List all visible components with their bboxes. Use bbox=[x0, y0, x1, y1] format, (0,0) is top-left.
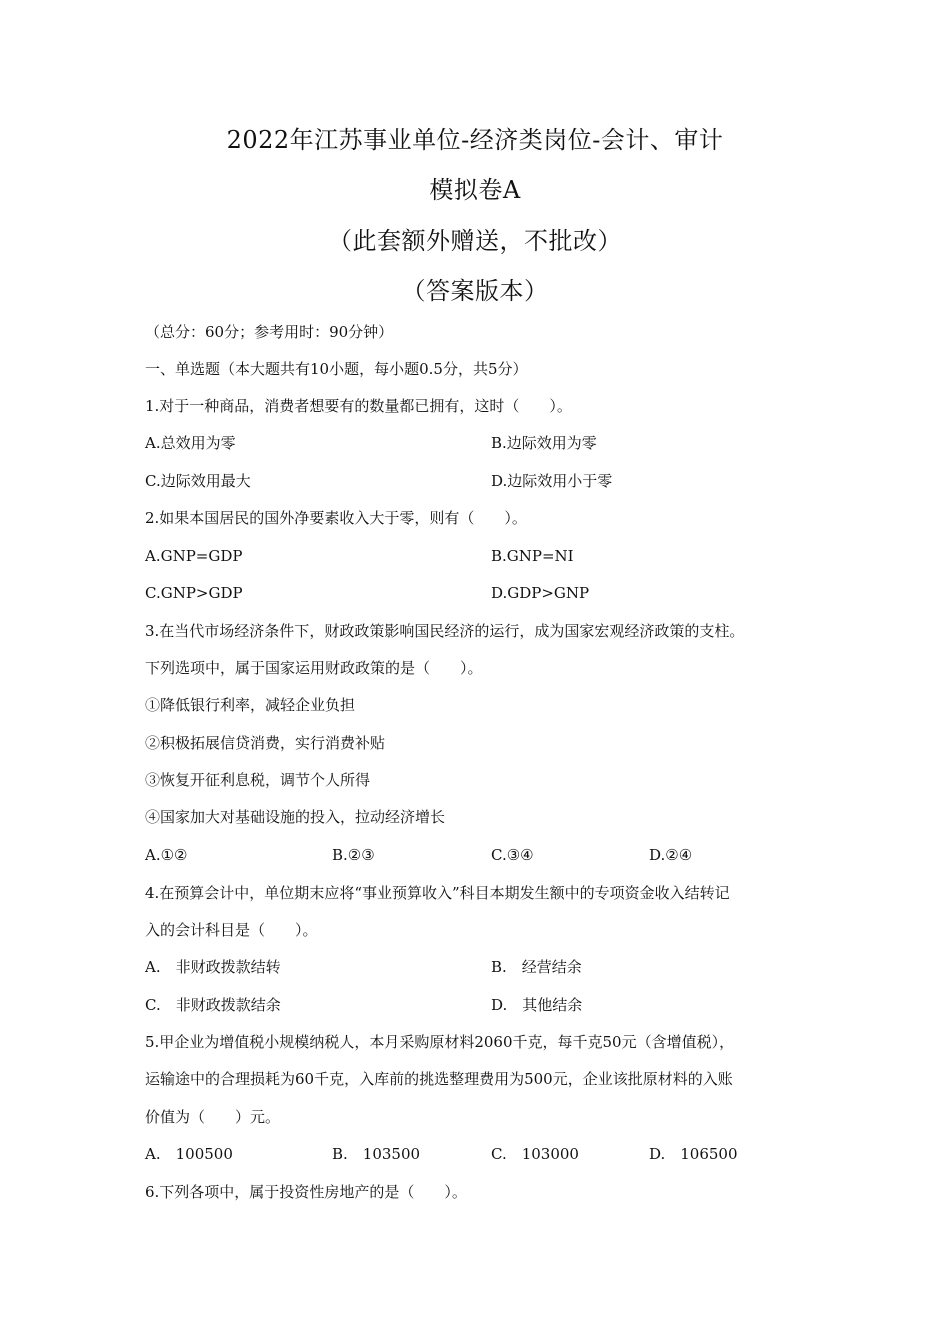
document-title: 2022年江苏事业单位-经济类岗位-会计、审计 bbox=[226, 126, 724, 154]
question-text: 入的会计科目是（ ）。 bbox=[145, 921, 318, 939]
option-a: A. 100500 bbox=[145, 1145, 233, 1163]
document-subtitle: 模拟卷A bbox=[429, 176, 521, 204]
option-c: C. 非财政拨款结余 bbox=[145, 996, 281, 1014]
option-a: A.GNP=GDP bbox=[145, 547, 243, 565]
option-d: D.边际效用小于零 bbox=[491, 472, 613, 490]
statement-3: ③恢复开征利息税，调节个人所得 bbox=[145, 771, 371, 789]
question-text: 6.下列各项中，属于投资性房地产的是（ ）。 bbox=[145, 1183, 467, 1201]
option-c: C.GNP>GDP bbox=[145, 584, 243, 602]
statement-1: ①降低银行利率，减轻企业负担 bbox=[145, 696, 356, 714]
question-text: 运输途中的合理损耗为60千克，入库前的挑选整理费用为500元，企业该批原材料的入账 bbox=[145, 1070, 733, 1088]
document-version: （答案版本） bbox=[401, 277, 549, 305]
statement-2: ②积极拓展信贷消费，实行消费补贴 bbox=[145, 734, 386, 752]
question-text: 3.在当代市场经济条件下，财政政策影响国民经济的运行，成为国家宏观经济政策的支柱。 bbox=[145, 622, 745, 640]
option-b: B.边际效用为零 bbox=[491, 434, 597, 452]
question-text: 4.在预算会计中，单位期末应将“事业预算收入”科目本期发生额中的专项资金收入结转记 bbox=[145, 884, 730, 902]
option-d: D.GDP>GNP bbox=[491, 584, 590, 602]
option-a: A. 非财政拨款结转 bbox=[145, 958, 281, 976]
option-c: C.边际效用最大 bbox=[145, 472, 251, 490]
question-text: 下列选项中，属于国家运用财政政策的是（ ）。 bbox=[145, 659, 483, 677]
question-text: 5.甲企业为增值税小规模纳税人，本月采购原材料2060千克，每千克50元（含增值税）， bbox=[145, 1033, 735, 1051]
document-note: （此套额外赠送，不批改） bbox=[328, 227, 622, 255]
option-d: D.②④ bbox=[649, 846, 693, 864]
exam-info: （总分：60分；参考用时：90分钟） bbox=[145, 323, 394, 341]
option-c: C. 103000 bbox=[491, 1145, 579, 1163]
question-text: 1.对于一种商品，消费者想要有的数量都已拥有，这时（ ）。 bbox=[145, 397, 572, 415]
option-c: C.③④ bbox=[491, 846, 534, 864]
section-heading: 一、单选题（本大题共有10小题，每小题0.5分，共5分） bbox=[145, 360, 528, 378]
option-d: D. 其他结余 bbox=[491, 996, 583, 1014]
question-text: 价值为（ ）元。 bbox=[145, 1108, 281, 1126]
statement-4: ④国家加大对基础设施的投入，拉动经济增长 bbox=[145, 808, 446, 826]
option-b: B.GNP=NI bbox=[491, 547, 574, 565]
option-b: B. 经营结余 bbox=[491, 958, 582, 976]
option-b: B. 103500 bbox=[332, 1145, 421, 1163]
option-b: B.②③ bbox=[332, 846, 375, 864]
option-a: A.①② bbox=[145, 846, 188, 864]
option-d: D. 106500 bbox=[649, 1145, 738, 1163]
option-a: A.总效用为零 bbox=[145, 434, 236, 452]
question-text: 2.如果本国居民的国外净要素收入大于零，则有（ ）。 bbox=[145, 509, 527, 527]
